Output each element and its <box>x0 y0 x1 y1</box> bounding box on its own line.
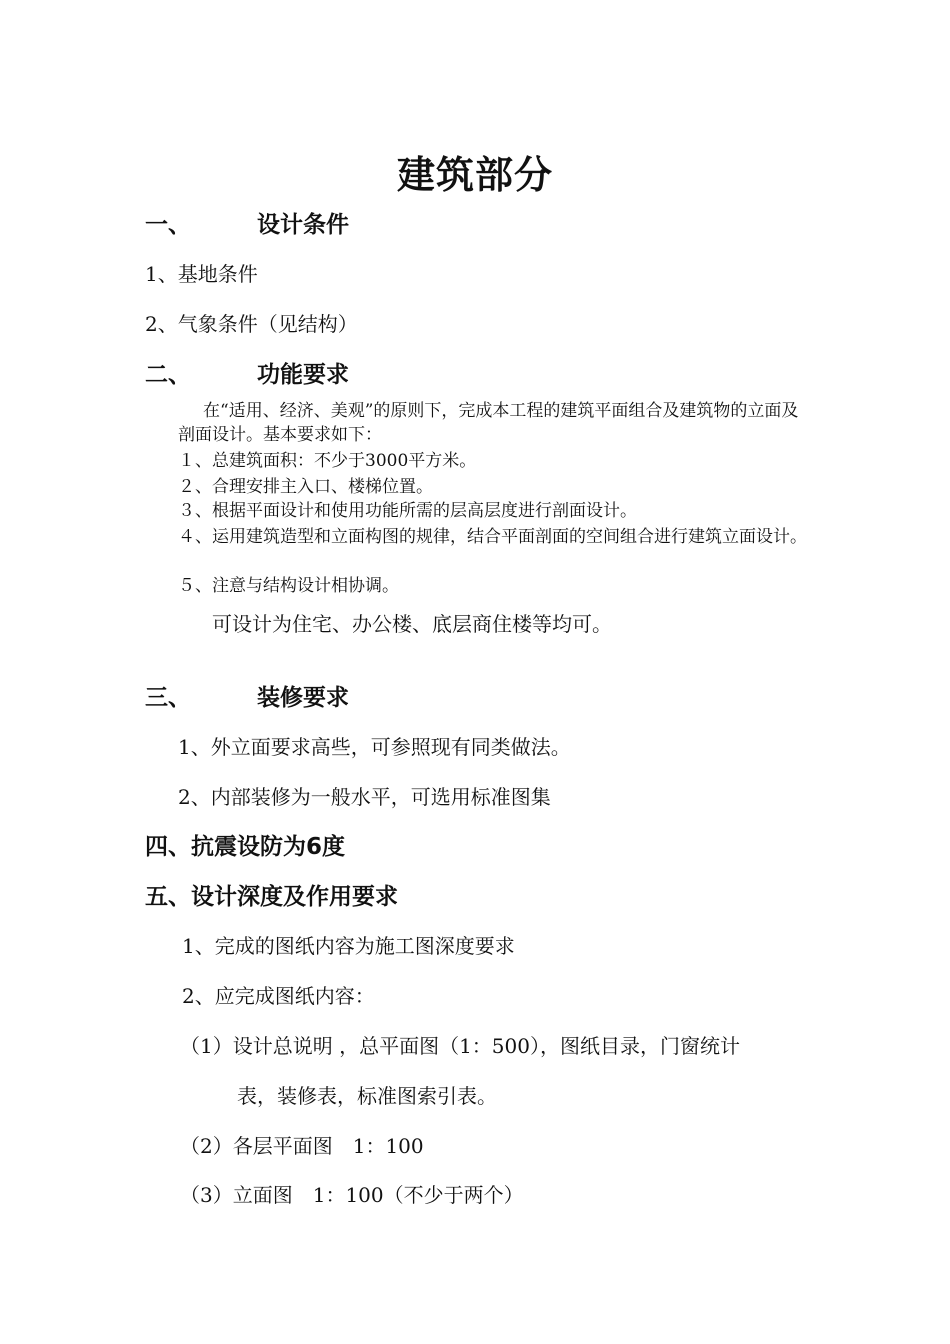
section-title: 设计深度及作用要求 <box>191 884 398 910</box>
requirement-item: ２、合理安排主入口、楼梯位置。 <box>178 477 433 497</box>
section-heading-design-depth <box>145 886 398 909</box>
section-number: 二、 <box>145 362 191 388</box>
requirement-item: ４、运用建筑造型和立面构图的规律，结合平面剖面的空间组合进行建筑立面设计。 <box>178 527 807 547</box>
list-item: 2、气象条件（见结构） <box>145 312 358 336</box>
section-number: 五、 <box>145 884 191 910</box>
requirement-item: １、总建筑面积：不少于3000平方米。 <box>178 451 477 471</box>
section-number: 三、 <box>145 685 191 711</box>
drawing-item: （2）各层平面图 1：100 <box>180 1134 424 1158</box>
section-heading-seismic <box>145 836 345 859</box>
drawing-item: （1）设计总说明 ，总平面图（1：500），图纸目录，门窗统计 <box>180 1034 740 1058</box>
section-intro-paragraph: 在“适用、经济、美观”的原则下，完成本工程的建筑平面组合及建筑物的立面及剖面设计。基本要求如下： <box>178 401 799 445</box>
section-heading-decoration-requirements <box>145 687 349 710</box>
list-item: 1、外立面要求高些，可参照现有同类做法。 <box>178 735 571 759</box>
requirement-item: ３、根据平面设计和使用功能所需的层高层度进行剖面设计。 <box>178 501 637 521</box>
list-item: 2、应完成图纸内容： <box>182 984 375 1008</box>
list-item: 2、内部装修为一般水平，可选用标准图集 <box>178 785 551 809</box>
document-title: 建筑部分 <box>396 153 553 197</box>
drawing-item: （3）立面图 1：100（不少于两个） <box>180 1183 524 1207</box>
section-title: 抗震设防为6度 <box>191 834 346 860</box>
section-title: 功能要求 <box>257 362 349 388</box>
section-number: 一、 <box>145 212 191 238</box>
list-item: 1、基地条件 <box>145 262 258 286</box>
section-title: 装修要求 <box>257 685 349 711</box>
list-item: 1、完成的图纸内容为施工图深度要求 <box>182 934 515 958</box>
requirement-item: ５、注意与结构设计相协调。 <box>178 576 399 596</box>
drawing-item-continued: 表，装修表，标准图索引表。 <box>237 1084 497 1108</box>
section-title: 设计条件 <box>257 212 349 238</box>
section-heading-design-conditions <box>145 214 349 237</box>
section-note: 可设计为住宅、办公楼、底层商住楼等均可。 <box>212 612 612 636</box>
section-heading-function-requirements <box>145 364 349 387</box>
section-number: 四、 <box>145 834 191 860</box>
